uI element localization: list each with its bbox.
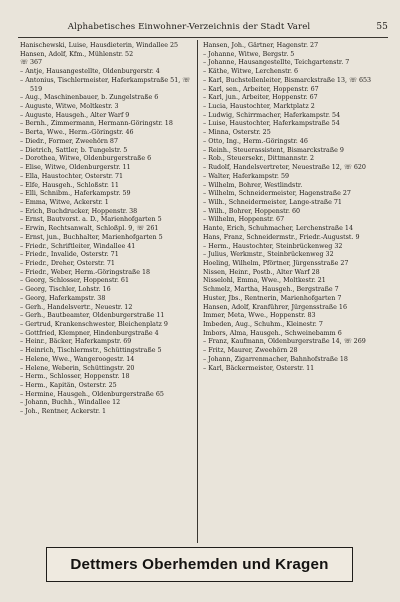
directory-entry: – Auguste, Hausgeh., Alter Warf 9 xyxy=(20,111,130,119)
directory-entry: – Johann, Buchh., Windallee 12 xyxy=(20,399,121,407)
advertisement-text: Dettmers Oberhemden und Kragen xyxy=(70,556,329,573)
directory-entry: – Georg, Tischler, Lohstr. 16 xyxy=(20,286,111,294)
header-rule xyxy=(18,37,388,38)
directory-entry: – Friedr., Dreher, Osterstr. 71 xyxy=(20,259,115,267)
directory-entry: – Friedr., Invalide, Osterstr. 71 xyxy=(20,251,119,259)
directory-entry: – Aug., Maschinenbauer, b. Zungelstraße 6 xyxy=(20,94,159,102)
directory-entry: – Georg, Schlosser, Hoppenstr. 61 xyxy=(20,277,129,285)
directory-entry: – Antje, Hausangestellte, Oldenburgerstr. 4 xyxy=(20,68,160,76)
directory-entry: Hansen, Adolf, Kranführer, Jürgensstraße 16 xyxy=(203,303,348,311)
directory-entry: – Luise, Haustochter, Haferkampstraße 54 xyxy=(203,120,340,128)
directory-entry: – Gottfried, Klempner, Hindenburgstraße 4 xyxy=(20,329,159,337)
directory-entry: – Karl, sen., Arbeiter, Hoppenstr. 67 xyxy=(203,85,319,93)
right-column xyxy=(203,42,387,373)
directory-entry: – Wilh., Bohrer, Hoppenstr. 60 xyxy=(203,207,301,215)
directory-entry: Imbeden, Aug., Schuhm., Kleinestr. 7 xyxy=(203,321,323,328)
directory-entry: – Johann, Zigarrenmacher, Bahnhofstraße 18 xyxy=(203,355,348,363)
column-divider xyxy=(197,40,198,543)
directory-entry: Nissen, Heinr., Postb., Alter Warf 28 xyxy=(203,268,320,276)
left-column xyxy=(20,42,196,417)
directory-entry: – Heinrich, Tischlermstr., Schüttingstraße 5 xyxy=(20,347,162,355)
directory-entry: – Elfe, Hausgeh., Schloßstr. 11 xyxy=(20,181,119,189)
directory-entry: – Diedr., Former, Zweehörn 87 xyxy=(20,137,119,145)
page-number: 55 xyxy=(376,22,388,32)
directory-entry: – Auguste, Witwe, Moltkestr. 3 xyxy=(20,103,119,111)
directory-entry: – Johanne, Hausangestellte, Teichgartenstr. 7 xyxy=(203,59,350,67)
directory-entry: – Walter, Haferkampstr. 59 xyxy=(203,172,290,180)
directory-entry: – Julius, Werkmstr., Steinbrückenweg 32 xyxy=(203,251,334,259)
directory-entry: – Herm., Schlosser, Hoppenstr. 18 xyxy=(20,373,130,381)
directory-entry: – Rob., Steuersekr., Dittmannstr. 2 xyxy=(203,155,315,163)
directory-entry: Hante, Erich, Schuhmacher, Lerchenstraße 14 xyxy=(203,225,353,233)
directory-entry: Huster, Jbs., Rentnerin, Marienhofgarten 7 xyxy=(203,294,342,302)
directory-entry: – Antonius, Tischlermeister, Haferkampstraße 51, ☏ 519 xyxy=(20,76,191,93)
directory-entry: – Bernh., Zimmermann, Hermann-Göringstr. 18 xyxy=(20,120,173,128)
directory-entry: – Lucia, Haustochter, Marktplatz 2 xyxy=(203,103,315,111)
directory-entry: – Karl, Buchstellenleiter, Bismarckstraße 13, ☏ 653 xyxy=(203,76,372,84)
directory-entry: Immer, Meta, Wwe., Hoppenstr. 83 xyxy=(203,312,316,320)
directory-entry: ☏ 367 xyxy=(20,59,43,67)
page-title: Alphabetisches Einwohner-Verzeichnis der Stadt Varel xyxy=(67,22,311,32)
directory-entry: Hansen, Joh., Gärtner, Hagenstr. 27 xyxy=(203,42,319,49)
directory-entry: – Wilh., Schneidermeister, Lange-straße 71 xyxy=(203,198,342,206)
directory-entry: – Johanne, Witwe, Bergstr. 5 xyxy=(203,50,295,58)
directory-entry: – Dorothea, Witwe, Oldenburgerstraße 6 xyxy=(20,155,152,163)
directory-entry: Hansen, Adolf, Kfm., Mühlenstr. 52 xyxy=(20,50,134,58)
directory-entry: Hans, Franz, Schneidermstr., Friedr.-Augustst. 9 xyxy=(203,233,360,241)
directory-entry: – Berta, Wwe., Herm.-Göringstr. 46 xyxy=(20,129,134,137)
directory-entry: – Georg, Haferkampstr. 38 xyxy=(20,294,106,302)
directory-entry: – Gerh., Handelsvertr., Neuestr. 12 xyxy=(20,303,133,311)
directory-entry: – Dietrich, Sattler, b. Tungelstr. 5 xyxy=(20,146,128,154)
directory-entry: Schmelz, Martha, Hausgeh., Bergstraße 7 xyxy=(203,286,339,294)
directory-entry: – Emma, Witwe, Ackerstr. 1 xyxy=(20,198,109,206)
directory-entry: – Helene, Wwe., Wangeroogestr. 14 xyxy=(20,355,135,363)
directory-entry: – Elise, Witwe, Oldenburgerstr. 11 xyxy=(20,164,131,172)
directory-entry: – Fritz, Maurer, Zweehörn 28 xyxy=(203,347,298,355)
directory-entry: – Otto, Ing., Herm.-Göringstr. 46 xyxy=(203,137,308,145)
directory-entry: – Elli, Schnibm., Haferkampstr. 59 xyxy=(20,190,131,198)
directory-entry: – Herm., Haustochter, Steinbrückenweg 32 xyxy=(203,242,343,250)
directory-entry: – Gertrud, Krankenschwester, Bleichenplatz 9 xyxy=(20,321,168,328)
directory-entry: – Käthe, Witwe, Lerchenstr. 6 xyxy=(203,68,299,76)
directory-entry: – Franz, Kaufmann, Oldenburgerstraße 14, ☏ 269 xyxy=(203,338,366,346)
directory-entry: – Ella, Haustochter, Osterstr. 71 xyxy=(20,172,124,180)
directory-entry: – Friedr., Weber, Herm.-Göringstraße 18 xyxy=(20,268,151,276)
page-header xyxy=(18,22,388,34)
directory-entry: – Joh., Rentner, Ackerstr. 1 xyxy=(20,408,107,416)
directory-entry: – Hermine, Hausgeh., Oldenburgerstraße 65 xyxy=(20,390,164,398)
directory-entry: – Minna, Osterstr. 25 xyxy=(203,129,271,137)
directory-entry: – Karl, jun., Arbeiter, Hoppenstr. 67 xyxy=(203,94,318,102)
directory-entry: – Ernst, jun., Buchhalter, Marienhofgarten 5 xyxy=(20,233,163,241)
advertisement-box xyxy=(46,547,353,582)
directory-entry: Hanischewski, Luise, Hausdieterin, Windallee 25 xyxy=(20,42,179,49)
directory-entry: – Wilhelm, Hoppenstr. 67 xyxy=(203,216,285,224)
directory-entry: – Helene, Weberin, Schüttingstr. 20 xyxy=(20,364,135,372)
directory-entry: – Friedr., Schriftleiter, Windallee 41 xyxy=(20,242,136,250)
directory-entry: Nisselohl, Emma, Wwe., Moltkestr. 21 xyxy=(203,277,326,285)
directory-entry: Imbors, Alma, Hausgeh., Schweinebamm 6 xyxy=(203,329,342,337)
directory-entry: – Heinr., Bäcker, Haferkampstr. 69 xyxy=(20,338,132,346)
directory-entry: – Rudolf, Handelsvertreter, Neuestraße 12, ☏ 620 xyxy=(203,164,366,172)
directory-entry: Hoeling, Wilhelm, Pförtner, Jürgensstraße 27 xyxy=(203,259,349,267)
directory-entry: – Reinh., Steuerassistent, Bismarckstraße 9 xyxy=(203,146,344,154)
directory-entry: – Karl, Bäckermeister, Osterstr. 11 xyxy=(203,364,315,372)
directory-entry: – Wilhelm, Schneidermeister, Hagenstraße 27 xyxy=(203,190,351,198)
directory-entry: – Wilhelm, Bohrer, Westlindstr. xyxy=(203,181,303,189)
directory-entry: – Ernst, Bautvorst. a. D., Marienhofgarten 5 xyxy=(20,216,162,224)
directory-entry: – Gerh., Bautbeamter, Oldenburgerstraße 11 xyxy=(20,312,165,320)
directory-entry: – Herm., Kapitän, Osterstr. 25 xyxy=(20,382,117,390)
directory-entry: – Erich, Buchdrucker, Hoppenstr. 38 xyxy=(20,207,138,215)
directory-entry: – Erwin, Rechtsanwalt, Schloßpl. 9, ☏ 261 xyxy=(20,225,159,233)
directory-entry: – Ludwig, Schirrmacher, Haferkampstr. 54 xyxy=(203,111,341,119)
